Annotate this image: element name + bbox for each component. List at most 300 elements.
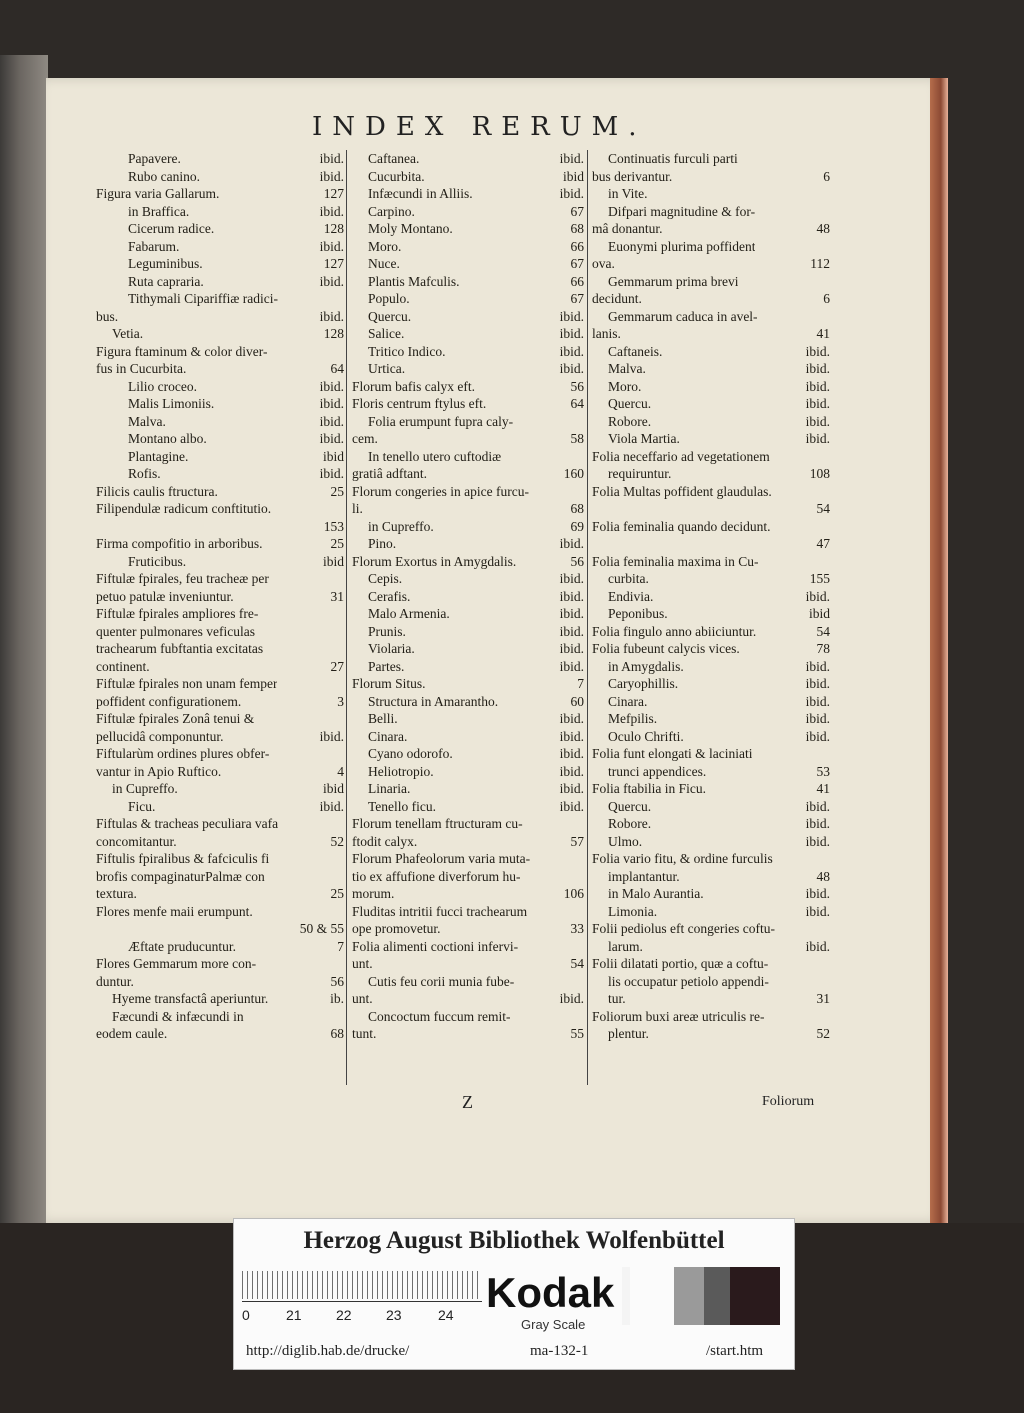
page-reference: ibid. [805, 728, 830, 744]
entry-text: Partes. [368, 658, 405, 674]
index-entry [592, 693, 830, 711]
entry-text: Populo. [368, 291, 410, 306]
entry-text: Leguminibus. [128, 256, 203, 271]
entry-text: Fiftularùm ordines plures obfer- [96, 746, 270, 761]
index-entry [592, 745, 830, 763]
entry-text: Oculo Chrifti. [608, 728, 684, 744]
page-reference: 68 [330, 1026, 344, 1041]
entry-text: Caftaneis. [608, 343, 663, 359]
index-entry [96, 833, 344, 851]
index-entry [96, 1025, 344, 1043]
entry-text: Æftate pruducuntur. [128, 938, 236, 954]
page-edge [930, 78, 948, 1223]
index-entry [96, 885, 344, 903]
black-swatch [730, 1267, 780, 1325]
page-reference: ibid. [319, 466, 344, 481]
page-reference: 56 [570, 553, 584, 569]
entry-text: Figura ftaminum & color diver- [96, 343, 268, 359]
page-reference: ibid. [805, 413, 830, 429]
index-entry [592, 535, 830, 553]
entry-text: morum. [352, 886, 395, 901]
index-entry [592, 290, 830, 308]
url-right: /start.htm [706, 1343, 764, 1359]
page-reference: 25 [330, 536, 344, 551]
index-entry [592, 780, 830, 798]
page-reference: ibid. [559, 711, 584, 726]
page-reference: 48 [816, 868, 830, 884]
ruler-number: 22 [336, 1307, 352, 1323]
index-entry [352, 168, 584, 186]
index-entry [352, 150, 584, 168]
page-reference: ibid. [559, 308, 584, 324]
entry-text: implantantur. [608, 868, 680, 884]
entry-text: eodem caule. [96, 1026, 168, 1041]
entry-text: Folia Multas poffident glaudulas. [592, 483, 772, 499]
index-entry [592, 238, 830, 256]
entry-text: duntur. [96, 973, 134, 989]
index-entry [96, 553, 344, 571]
entry-text: Difpari magnitudine & for- [608, 203, 756, 219]
entry-text: Filipendulæ radicum conftitutio. [96, 501, 272, 516]
page-reference: ibid. [559, 326, 584, 341]
index-entry [96, 693, 344, 711]
index-entry [352, 798, 584, 816]
signature-mark: Z [462, 1092, 473, 1112]
entry-text: Florum tenellam ftructuram cu- [352, 816, 523, 831]
entry-text: requiruntur. [608, 466, 672, 481]
entry-text: Montano albo. [128, 431, 207, 446]
entry-text: Firma compofitio in arboribus. [96, 536, 263, 551]
page-reference: ibid. [559, 623, 584, 639]
index-entry [96, 903, 344, 921]
index-entry [96, 150, 344, 168]
entry-text: Cinara. [608, 693, 648, 709]
index-entry [96, 343, 344, 361]
index-entry [592, 675, 830, 693]
index-entry [96, 535, 344, 553]
index-entry [592, 955, 830, 973]
page-reference: ibid. [559, 991, 584, 1006]
entry-text: unt. [352, 991, 373, 1006]
index-entry [592, 570, 830, 588]
entry-text: Fiftulis fpiralibus & fafciculis fi [96, 851, 270, 866]
page-reference: ibid. [805, 693, 830, 709]
entry-text: tur. [608, 991, 626, 1006]
entry-text: Infæcundi in Alliis. [368, 186, 473, 201]
index-entry [592, 920, 830, 938]
entry-text: textura. [96, 886, 137, 901]
index-entry [352, 430, 584, 448]
entry-text: li. [352, 501, 363, 516]
index-entry [352, 553, 584, 571]
index-entry [96, 360, 344, 378]
page-reference: ibid. [805, 816, 830, 831]
entry-text: Quercu. [368, 308, 412, 324]
page-reference: ibid [322, 781, 344, 796]
index-entry [592, 255, 830, 273]
page-reference: ibid. [559, 151, 584, 166]
entry-text: poffident configurationem. [96, 693, 242, 709]
index-entry [592, 990, 830, 1008]
index-entry [96, 1008, 344, 1026]
library-color-card [233, 1218, 795, 1370]
page-reference: 48 [816, 221, 830, 236]
entry-text: tio ex affufione diverforum hu- [352, 868, 521, 884]
index-entry [592, 815, 830, 833]
page-reference: 47 [816, 536, 830, 551]
index-column-1 [96, 150, 344, 1043]
entry-text: Florum Situs. [352, 676, 426, 691]
index-entry [352, 413, 584, 431]
entry-text: Quercu. [608, 798, 652, 814]
index-entry [352, 465, 584, 483]
entry-text: lanis. [592, 326, 621, 341]
entry-text: Fæcundi & infæcundi in [112, 1008, 244, 1024]
entry-text: Moro. [608, 378, 642, 394]
page-reference: 106 [563, 886, 584, 901]
entry-text: Floris centrum ftylus eft. [352, 396, 487, 411]
index-entry [96, 798, 344, 816]
index-entry [96, 938, 344, 956]
page-reference: 54 [816, 623, 830, 639]
entry-text: in Malo Aurantia. [608, 886, 704, 901]
entry-text: Fluditas intritii fucci trachearum [352, 903, 528, 919]
index-entry [352, 938, 584, 956]
page-reference: ibid [808, 606, 830, 621]
index-entry [96, 448, 344, 466]
gray-scale-label: Gray Scale [521, 1317, 586, 1332]
entry-text: Fiftulæ fpirales Zonâ tenui & [96, 711, 255, 726]
index-entry [592, 203, 830, 221]
entry-text: Gemmarum prima brevi [608, 273, 739, 289]
entry-text: Quercu. [608, 396, 652, 411]
index-entry [352, 308, 584, 326]
entry-text: Folia fingulo anno abiiciuntur. [592, 623, 757, 639]
page-reference: ibid. [319, 431, 344, 446]
index-entry [96, 220, 344, 238]
page-reference: 56 [330, 973, 344, 989]
page-reference: 27 [330, 658, 344, 674]
index-entry [592, 868, 830, 886]
entry-text: gratiâ adftant. [352, 466, 427, 481]
page-reference: 7 [337, 938, 344, 954]
index-entry [592, 448, 830, 466]
page-reference: 64 [330, 361, 344, 376]
entry-text: Fiftulæ fpirales non unam femper [96, 676, 278, 691]
index-entry [352, 255, 584, 273]
entry-text: bus. [96, 308, 119, 324]
entry-text: Cucurbita. [368, 168, 425, 184]
entry-text: petuo patulæ inveniuntur. [96, 588, 234, 604]
entry-text: Ulmo. [608, 833, 643, 849]
index-entry [352, 675, 584, 693]
page-reference: 57 [570, 833, 584, 849]
entry-text: Malis Limoniis. [128, 396, 215, 411]
entry-text: Florum Exortus in Amygdalis. [352, 553, 517, 569]
entry-text: Foliorum buxi areæ utriculis re- [592, 1008, 765, 1024]
page-reference: 112 [810, 256, 830, 271]
index-entry [592, 430, 830, 448]
index-entry [352, 1008, 584, 1026]
entry-text: Gemmarum caduca in avel- [608, 308, 758, 324]
entry-text: Caryophillis. [608, 676, 679, 691]
index-entry [96, 255, 344, 273]
entry-text: Violaria. [368, 641, 415, 656]
page-reference: ibid [322, 553, 344, 569]
entry-text: unt. [352, 956, 373, 971]
index-entry [592, 938, 830, 956]
page-reference: ibid. [559, 588, 584, 604]
entry-text: bus derivantur. [592, 168, 673, 184]
entry-text: ope promovetur. [352, 921, 441, 936]
page-reference: 66 [570, 238, 584, 254]
entry-text: Robore. [608, 816, 652, 831]
index-entry [96, 763, 344, 781]
entry-text: fus in Cucurbita. [96, 361, 187, 376]
entry-text: Endivia. [608, 588, 654, 604]
index-entry [592, 658, 830, 676]
index-entry [592, 220, 830, 238]
page-reference: 53 [816, 763, 830, 779]
index-entry [352, 605, 584, 623]
entry-text: Fiftulæ fpirales ampliores fre- [96, 606, 259, 621]
entry-text: Folia funt elongati & laciniati [592, 746, 753, 761]
entry-text: Fabarum. [128, 238, 180, 254]
index-entry [96, 850, 344, 868]
ruler-number: 0 [242, 1307, 250, 1323]
index-entry [96, 238, 344, 256]
index-entry [352, 623, 584, 641]
index-entry [96, 640, 344, 658]
entry-text: Hyeme transfactâ aperiuntur. [112, 991, 269, 1006]
index-entry [96, 920, 344, 938]
entry-text: in Vite. [608, 186, 648, 201]
index-entry [352, 588, 584, 606]
index-entry [352, 185, 584, 203]
column-divider [346, 150, 347, 1085]
index-entry [592, 185, 830, 203]
index-entry [592, 500, 830, 518]
page-reference: 54 [570, 956, 584, 971]
ruler-number: 21 [286, 1307, 302, 1323]
page-reference: 78 [816, 641, 830, 656]
entry-text: Continuatis furculi parti [608, 151, 738, 166]
entry-text: trunci appendices. [608, 763, 707, 779]
page-reference: 52 [330, 833, 344, 849]
page-reference: ib. [330, 991, 344, 1006]
index-entry [592, 413, 830, 431]
index-column-2 [352, 150, 584, 1043]
entry-text: Malo Armenia. [368, 606, 450, 621]
index-entry [352, 955, 584, 973]
index-entry [352, 973, 584, 991]
page-reference: ibid. [805, 431, 830, 446]
index-entry [352, 290, 584, 308]
index-entry [592, 623, 830, 641]
index-entry [96, 955, 344, 973]
entry-text: Fruticibus. [128, 553, 187, 569]
entry-text: Malva. [128, 413, 166, 429]
page-reference: ibid [322, 448, 344, 464]
page-reference: ibid. [805, 343, 830, 359]
index-entry [352, 693, 584, 711]
entry-text: Folia alimenti coctioni infervi- [352, 938, 519, 954]
page-reference: 41 [816, 326, 830, 341]
entry-text: Limonia. [608, 903, 658, 919]
index-entry [592, 1025, 830, 1043]
entry-text: trachearum fubftantia excitatas [96, 641, 264, 656]
entry-text: Heliotropio. [368, 763, 434, 779]
entry-text: plentur. [608, 1026, 649, 1041]
entry-text: Fiftulas & tracheas peculiara vafa [96, 816, 279, 831]
entry-text: Mefpilis. [608, 711, 658, 726]
entry-text: vantur in Apio Ruftico. [96, 763, 222, 779]
index-entry [352, 343, 584, 361]
index-entry [352, 868, 584, 886]
index-entry [352, 220, 584, 238]
entry-text: Peponibus. [608, 606, 668, 621]
entry-text: in Cupreffo. [368, 518, 434, 534]
column-divider [587, 150, 588, 1085]
page-reference: 55 [570, 1026, 584, 1041]
index-entry [592, 728, 830, 746]
index-entry [96, 570, 344, 588]
page-reference: ibid. [805, 396, 830, 411]
page-reference: ibid. [805, 658, 830, 674]
entry-text: Folia feminalia maxima in Cu- [592, 553, 759, 569]
page-reference: ibid. [805, 833, 830, 849]
index-entry [352, 570, 584, 588]
entry-text: Tithymali Cipariffiæ radici- [128, 291, 278, 306]
entry-text: pellucidâ componuntur. [96, 728, 224, 744]
entry-text: concomitantur. [96, 833, 177, 849]
page-reference: ibid. [559, 186, 584, 201]
entry-text: Moro. [368, 238, 402, 254]
index-entry [592, 833, 830, 851]
index-column-3 [592, 150, 830, 1043]
page-reference: ibid. [319, 413, 344, 429]
white-swatch [622, 1267, 630, 1325]
page-reference: 6 [823, 291, 830, 306]
index-entry [592, 903, 830, 921]
entry-text: Malva. [608, 361, 646, 376]
page-reference: ibid. [559, 798, 584, 814]
entry-text: Lilio croceo. [128, 378, 197, 394]
page-reference: 64 [570, 396, 584, 411]
index-entry [592, 798, 830, 816]
index-entry [352, 483, 584, 501]
entry-text: Pino. [368, 536, 397, 551]
page-reference: 52 [816, 1026, 830, 1041]
index-entry [96, 658, 344, 676]
page-reference: 66 [570, 273, 584, 289]
page-reference: 3 [337, 693, 344, 709]
index-entry [96, 728, 344, 746]
page-reference: 108 [809, 466, 830, 481]
page-reference: ibid. [559, 781, 584, 796]
entry-text: Structura in Amarantho. [368, 693, 499, 709]
entry-text: Folia feminalia quando decidunt. [592, 518, 771, 534]
page-reference: ibid. [319, 151, 344, 166]
page-reference: 25 [330, 886, 344, 901]
index-entry [96, 605, 344, 623]
page-reference: 50 & 55 [299, 921, 344, 936]
index-entry [352, 640, 584, 658]
index-entry [352, 448, 584, 466]
index-entry [96, 588, 344, 606]
index-entry [592, 605, 830, 623]
entry-text: quenter pulmonares veficulas [96, 623, 255, 639]
kodak-logo: Kodak [486, 1269, 615, 1316]
page-reference: ibid. [319, 798, 344, 814]
index-entry [592, 763, 830, 781]
page-reference: ibid. [805, 588, 830, 604]
entry-text: continent. [96, 658, 150, 674]
entry-text: Folia vario fitu, & ordine furculis [592, 851, 773, 866]
index-entry [96, 395, 344, 413]
index-entry [96, 413, 344, 431]
ruler-ticks [242, 1271, 482, 1299]
entry-text: Folia ftabilia in Ficu. [592, 781, 706, 796]
entry-text: Florum bafis calyx eft. [352, 378, 475, 394]
page-reference: 67 [570, 203, 584, 219]
index-entry [96, 185, 344, 203]
page-reference: ibid. [805, 378, 830, 394]
entry-text: Folii pediolus eft congeries coftu- [592, 921, 775, 936]
index-entry [592, 588, 830, 606]
entry-text: Folia fubeunt calycis vices. [592, 641, 740, 656]
page-reference: 33 [570, 921, 584, 936]
entry-text: Carpino. [368, 203, 415, 219]
index-entry [592, 465, 830, 483]
entry-text: Prunis. [368, 623, 406, 639]
index-entry [352, 378, 584, 396]
entry-text: Vetia. [112, 326, 144, 341]
entry-text: Tenello ficu. [368, 798, 437, 814]
page-reference: 58 [570, 431, 584, 446]
page-reference: ibid. [559, 728, 584, 744]
page-reference: 6 [823, 168, 830, 184]
page-reference: 54 [816, 501, 830, 516]
index-entry [352, 203, 584, 221]
page-reference: ibid. [805, 798, 830, 814]
page-reference: ibid. [559, 658, 584, 674]
index-entry [352, 325, 584, 343]
index-entry [592, 395, 830, 413]
ruler-number: 23 [386, 1307, 402, 1323]
index-entry [96, 483, 344, 501]
index-entry [352, 710, 584, 728]
index-entry [352, 395, 584, 413]
index-entry [352, 833, 584, 851]
entry-text: cem. [352, 431, 378, 446]
entry-text: Folii dilatati portio, quæ a coftu- [592, 956, 769, 971]
page-reference: ibid. [559, 343, 584, 359]
page-reference: 31 [816, 991, 830, 1006]
page-reference: ibid. [319, 396, 344, 411]
index-entry [352, 238, 584, 256]
url-left: http://diglib.hab.de/drucke/ [246, 1343, 410, 1359]
page-reference: 160 [563, 466, 584, 481]
index-entry [592, 168, 830, 186]
page-reference: ibid. [319, 378, 344, 394]
page-reference: ibid. [805, 361, 830, 376]
page-reference: 60 [570, 693, 584, 709]
page-reference: 4 [337, 763, 344, 779]
index-entry [96, 378, 344, 396]
index-entry [352, 658, 584, 676]
index-entry [96, 780, 344, 798]
